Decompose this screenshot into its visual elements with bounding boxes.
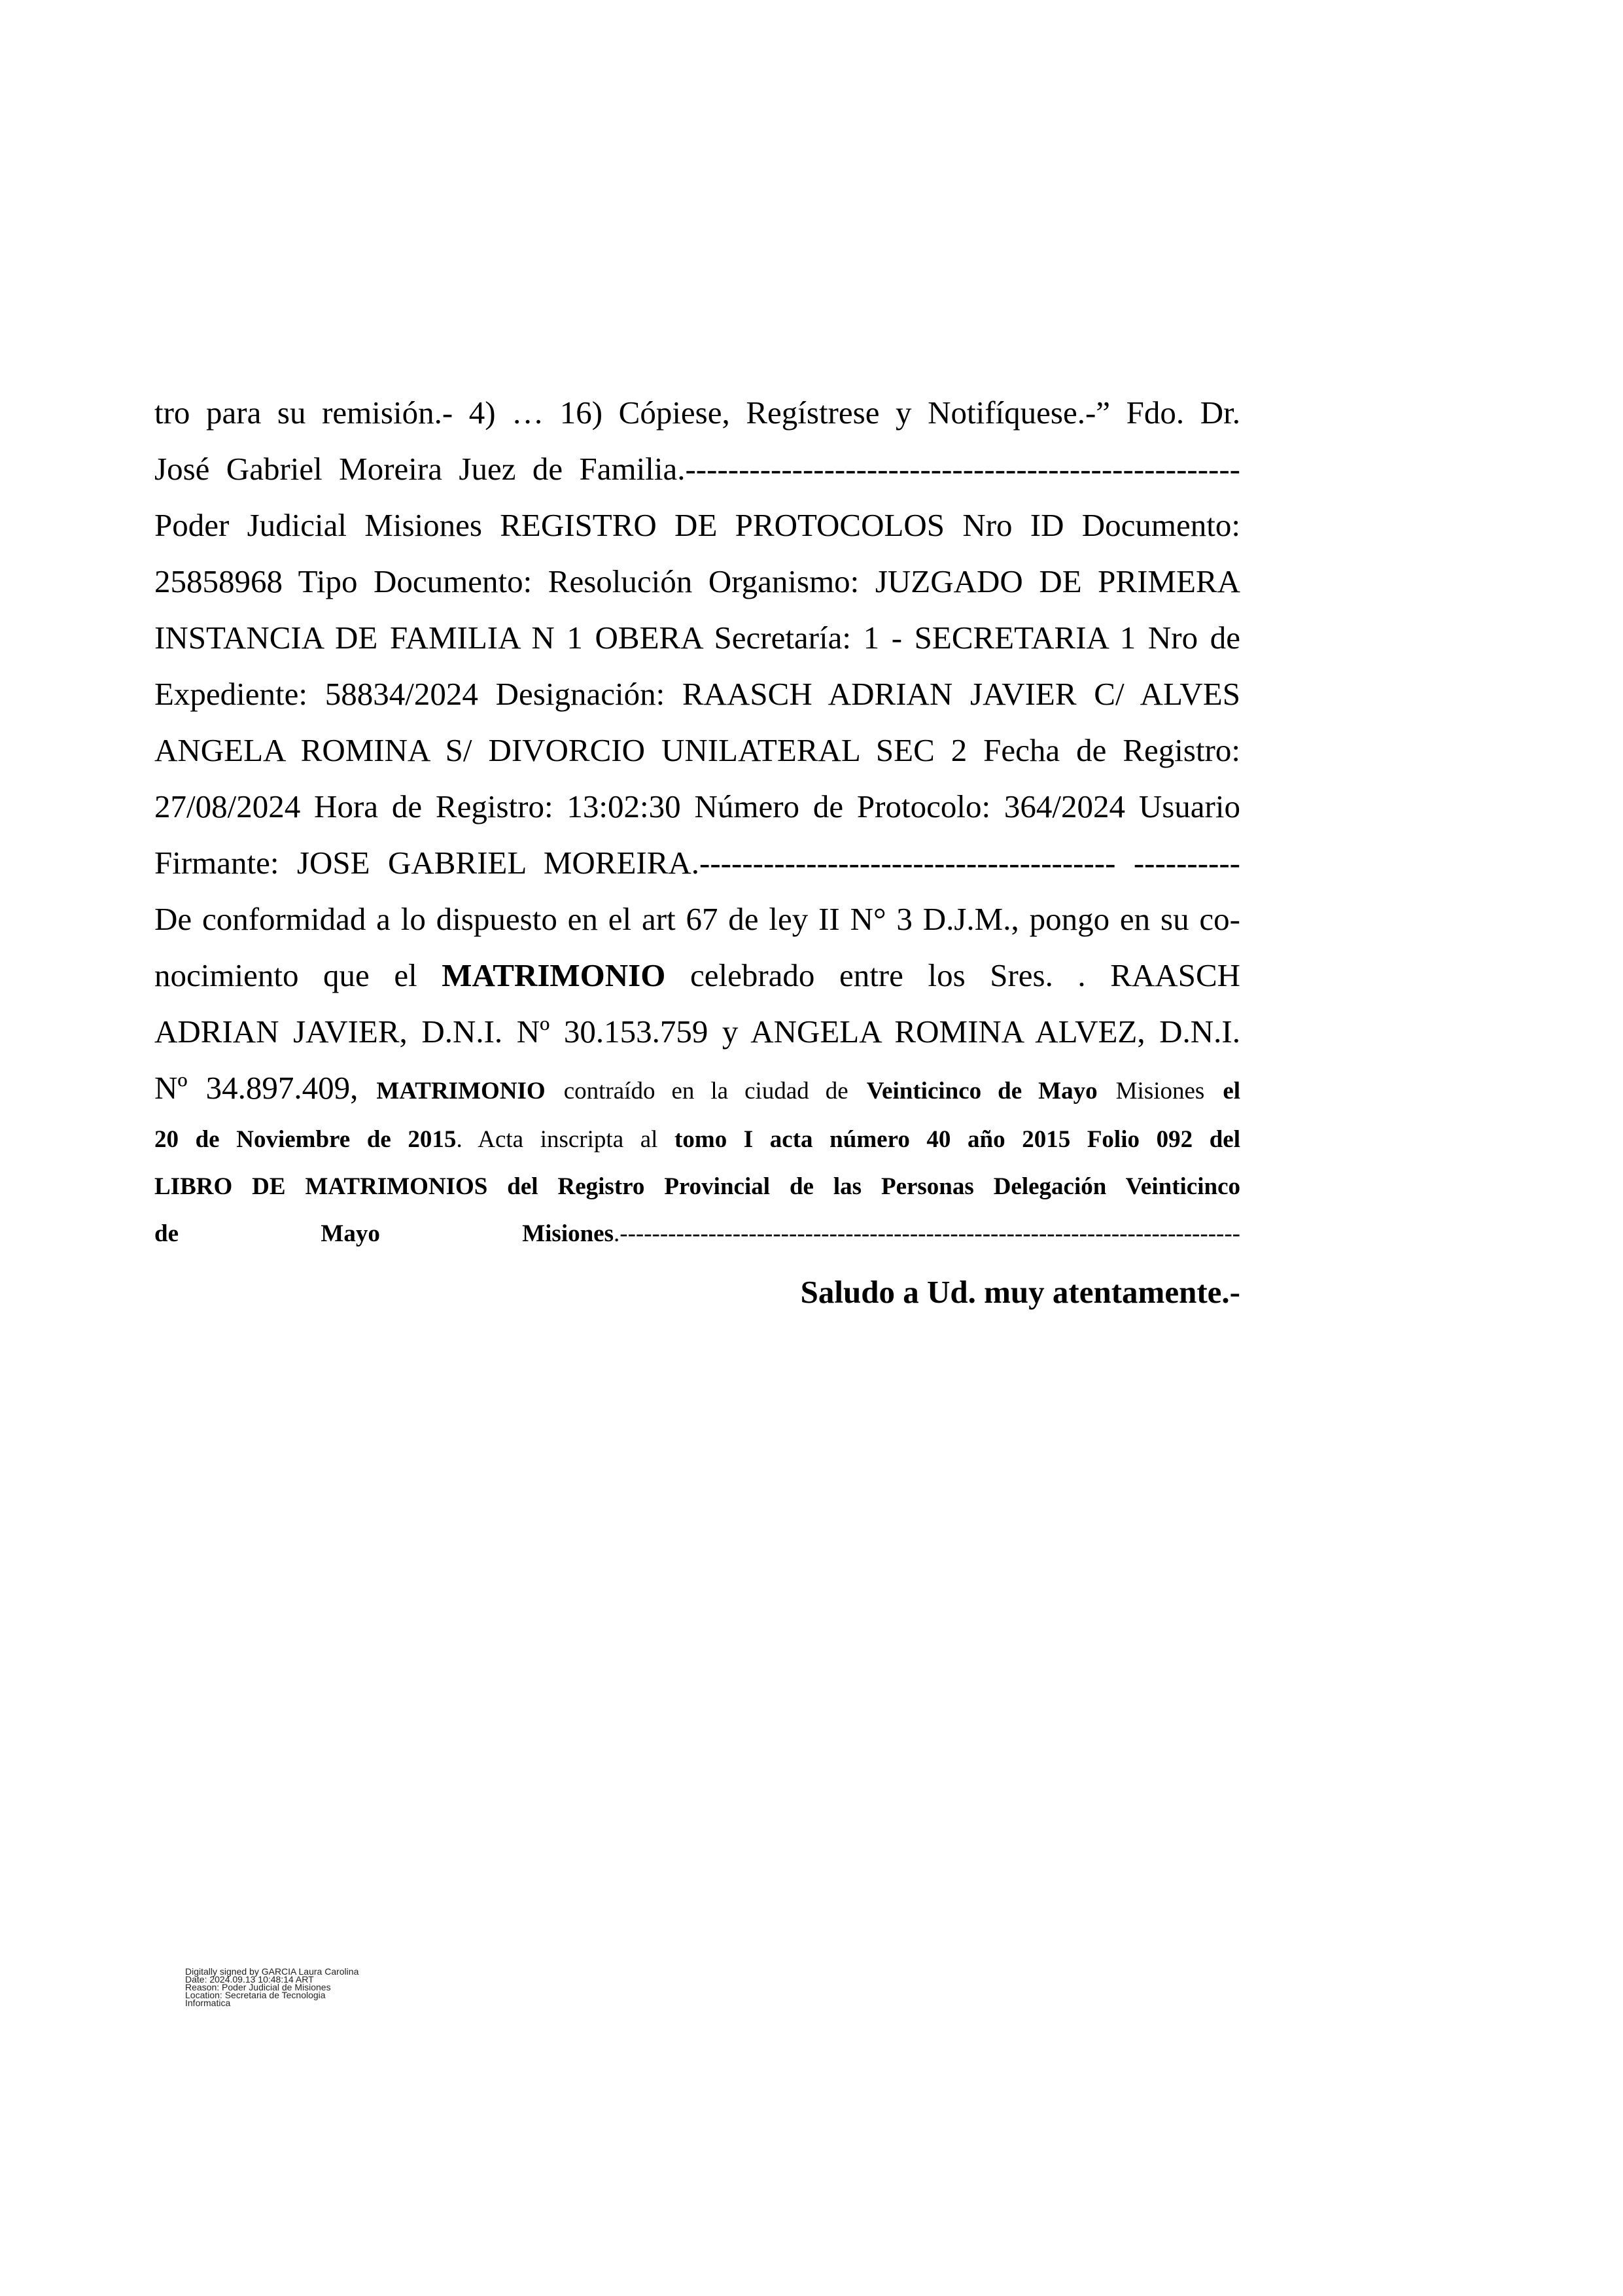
bold-term-matrimonio: MATRIMONIO (442, 957, 666, 993)
bold-text-segment: el (1223, 1078, 1241, 1104)
text-segment: celebrado entre los Sres. . RAASCH (689, 957, 1241, 993)
text-line (154, 1116, 1240, 1163)
text-line: INSTANCIA DE FAMILIA N 1 OBERA Secretaría: 1 - SECRETARIA 1 Nro de (154, 620, 1240, 656)
bold-place-name: de Mayo Misiones (154, 1220, 614, 1247)
text-segment: .----------------------------------------------------------------------------- (614, 1220, 1240, 1247)
bold-term-matrimonio: MATRIMONIO (376, 1078, 546, 1104)
text-line (154, 1060, 1240, 1116)
text-line: ANGELA ROMINA S/ DIVORCIO UNILATERAL SEC 2 Fecha de Registro: (154, 732, 1240, 768)
text-segment: Misiones (1115, 1078, 1205, 1104)
signature-line: Digitally signed by GARCIA Laura Carolina (185, 1966, 359, 1977)
signature-line: Reason: Poder Judicial de Misiones (185, 1982, 331, 1992)
text-line: 25858968 Tipo Documento: Resolución Organismo: JUZGADO DE PRIMERA (154, 563, 1240, 599)
bold-registry-name: LIBRO DE MATRIMONIOS del Registro Provincial de las Personas Delegación Veinticinco (154, 1173, 1240, 1200)
text-line: ADRIAN JAVIER, D.N.I. Nº 30.153.759 y ANGELA ROMINA ALVEZ, D.N.I. (154, 1014, 1240, 1050)
signature-line: Date: 2024.09.13 10:48:14 ART (185, 1974, 314, 1985)
text-segment: . Acta inscripta al (456, 1126, 658, 1153)
digital-signature-block (185, 1968, 358, 2007)
text-line: Poder Judicial Misiones REGISTRO DE PROTOCOLOS Nro ID Documento: (154, 507, 1240, 543)
signature-line: Location: Secretaria de Tecnologia (185, 1990, 326, 2000)
text-line (154, 947, 1240, 1004)
text-line: Firmante: JOSE GABRIEL MOREIRA.--------------------------------------- ---------- (154, 845, 1240, 881)
text-line: 27/08/2024 Hora de Registro: 13:02:30 Número de Protocolo: 364/2024 Usuario (154, 788, 1240, 824)
text-line (154, 1210, 1240, 1258)
text-line: Expediente: 58834/2024 Designación: RAASCH ADRIAN JAVIER C/ ALVES (154, 676, 1240, 712)
text-segment: contraído en la ciudad de (563, 1078, 848, 1104)
bold-place-name: Veinticinco de Mayo (866, 1078, 1098, 1104)
text-segment: nocimiento que el (154, 957, 417, 993)
bold-date: 20 de Noviembre de 2015 (154, 1126, 457, 1153)
signature-line: Informatica (185, 1998, 231, 2008)
text-line: tro para su remisión.- 4) … 16) Cópiese, Regístrese y Notifíquese.-” Fdo. Dr. (154, 395, 1240, 431)
bold-record-reference: tomo I acta número 40 año 2015 Folio 092 del (674, 1126, 1240, 1153)
text-line: José Gabriel Moreira Juez de Familia.---------------------------------------------------- (154, 451, 1240, 487)
text-line: De conformidad a lo dispuesto en el art 67 de ley II N° 3 D.J.M., pongo en su co- (154, 901, 1240, 937)
closing-salutation: Saludo a Ud. muy atentamente.- (800, 1274, 1240, 1310)
document-body (154, 385, 1240, 1258)
text-line (154, 1163, 1240, 1210)
text-segment: Nº 34.897.409, (154, 1070, 358, 1106)
